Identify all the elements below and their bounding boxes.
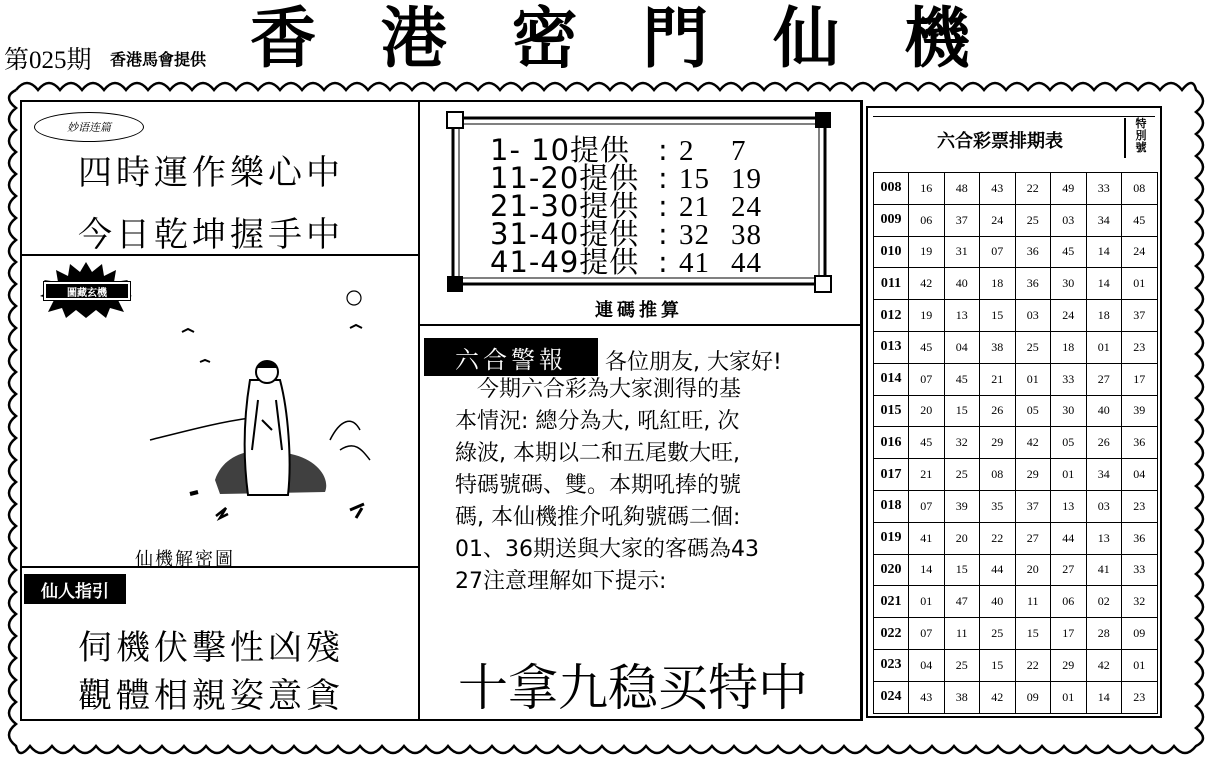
table-row bbox=[874, 363, 1158, 395]
number-cell: 42 bbox=[909, 268, 945, 300]
number-cell: 15 bbox=[980, 300, 1016, 332]
table-frame-left bbox=[866, 106, 868, 718]
number-cell: 02 bbox=[1086, 586, 1122, 618]
number-cell: 36 bbox=[1122, 522, 1158, 554]
number-separator: : bbox=[658, 133, 669, 167]
title-char: 港 bbox=[380, 0, 447, 77]
number-separator: : bbox=[658, 217, 669, 251]
number-cell: 06 bbox=[909, 204, 945, 236]
number-cell: 07 bbox=[980, 236, 1016, 268]
number-cell: 13 bbox=[1051, 490, 1087, 522]
number-cell: 29 bbox=[1051, 649, 1087, 681]
number-cell: 18 bbox=[1086, 300, 1122, 332]
ribbon-label: 妙语连篇 bbox=[34, 112, 144, 142]
issue-number: 第025期 bbox=[4, 47, 92, 74]
number-cell: 09 bbox=[1015, 681, 1051, 713]
numbers-box-caption: 連碼推算 bbox=[595, 300, 683, 321]
number-cell: 14 bbox=[1086, 681, 1122, 713]
number-cell: 41 bbox=[1086, 554, 1122, 586]
frame-line-left bbox=[20, 100, 22, 721]
alert-line: 特碼號碼、雙。本期吼捧的號 bbox=[455, 473, 742, 498]
divider-left bbox=[418, 100, 420, 721]
period-cell: 014 bbox=[874, 363, 909, 395]
period-cell: 023 bbox=[874, 649, 909, 681]
period-cell: 021 bbox=[874, 586, 909, 618]
number-cell: 19 bbox=[909, 300, 945, 332]
number-cell: 11 bbox=[944, 618, 980, 650]
number-cell: 18 bbox=[1051, 331, 1087, 363]
number-cell: 38 bbox=[980, 331, 1016, 363]
number-cell: 24 bbox=[980, 204, 1016, 236]
table-row bbox=[874, 300, 1158, 332]
number-cell: 41 bbox=[909, 522, 945, 554]
number-cell: 28 bbox=[1086, 618, 1122, 650]
table-row bbox=[874, 236, 1158, 268]
number-cell: 25 bbox=[944, 459, 980, 491]
number-cell: 40 bbox=[944, 268, 980, 300]
number-cell: 14 bbox=[909, 554, 945, 586]
divider-mid bbox=[418, 324, 862, 326]
number-cell: 22 bbox=[1015, 173, 1051, 205]
number-cell: 36 bbox=[1122, 427, 1158, 459]
number-cell: 25 bbox=[980, 618, 1016, 650]
number-range: 21-30提供 bbox=[490, 189, 640, 223]
number-cell: 43 bbox=[909, 681, 945, 713]
divider-right bbox=[860, 100, 863, 721]
frame-line-top bbox=[20, 100, 862, 102]
period-cell: 008 bbox=[874, 173, 909, 205]
number-cell: 37 bbox=[944, 204, 980, 236]
number-cell: 34 bbox=[1086, 459, 1122, 491]
number-row bbox=[490, 247, 762, 278]
number-cell: 07 bbox=[909, 490, 945, 522]
number-cell: 01 bbox=[1015, 363, 1051, 395]
number-range: 11-20提供 bbox=[490, 161, 640, 195]
number-cell: 13 bbox=[1086, 522, 1122, 554]
period-cell: 020 bbox=[874, 554, 909, 586]
table-frame-top bbox=[866, 106, 1162, 108]
number-cell: 11 bbox=[1015, 586, 1051, 618]
table-row bbox=[874, 681, 1158, 713]
illustration-caption: 仙機解密圖 bbox=[135, 549, 235, 570]
number-cell: 45 bbox=[1122, 204, 1158, 236]
title-char: 機 bbox=[903, 0, 970, 77]
number-cell: 39 bbox=[1122, 395, 1158, 427]
table-row bbox=[874, 331, 1158, 363]
number-cell: 07 bbox=[909, 363, 945, 395]
guide-label: 仙人指引 bbox=[24, 574, 126, 604]
period-cell: 015 bbox=[874, 395, 909, 427]
number-cell: 17 bbox=[1122, 363, 1158, 395]
table-row bbox=[874, 649, 1158, 681]
table-row bbox=[874, 490, 1158, 522]
number-cell: 17 bbox=[1051, 618, 1087, 650]
alert-line: 27注意理解如下提示: bbox=[455, 569, 667, 594]
number-cell: 05 bbox=[1051, 427, 1087, 459]
number-range: 41-49提供 bbox=[490, 245, 640, 279]
number-cell: 35 bbox=[980, 490, 1016, 522]
number-cell: 04 bbox=[909, 649, 945, 681]
poem-line: 今日乾坤握手中 bbox=[78, 215, 344, 255]
period-cell: 018 bbox=[874, 490, 909, 522]
number-value: 38 bbox=[731, 219, 762, 251]
number-range: 31-40提供 bbox=[490, 217, 640, 251]
number-cell: 01 bbox=[1051, 459, 1087, 491]
alert-line: 本情況: 總分為大, 吼紅旺, 次 bbox=[455, 409, 740, 434]
number-cell: 20 bbox=[909, 395, 945, 427]
number-cell: 20 bbox=[944, 522, 980, 554]
number-value: 19 bbox=[731, 163, 762, 195]
number-cell: 27 bbox=[1015, 522, 1051, 554]
number-cell: 38 bbox=[944, 681, 980, 713]
period-cell: 022 bbox=[874, 618, 909, 650]
period-cell: 017 bbox=[874, 459, 909, 491]
table-row bbox=[874, 586, 1158, 618]
number-cell: 48 bbox=[944, 173, 980, 205]
number-cell: 20 bbox=[1015, 554, 1051, 586]
number-cell: 42 bbox=[980, 681, 1016, 713]
number-cell: 25 bbox=[1015, 204, 1051, 236]
number-cell: 44 bbox=[1051, 522, 1087, 554]
number-cell: 04 bbox=[1122, 459, 1158, 491]
number-cell: 45 bbox=[944, 363, 980, 395]
alert-label: 六合警報 bbox=[424, 338, 598, 376]
poem-line: 伺機伏擊性凶殘 bbox=[78, 628, 344, 668]
alert-line: 今期六合彩為大家測得的基 bbox=[455, 377, 742, 402]
number-cell: 23 bbox=[1122, 490, 1158, 522]
table-title-divider bbox=[1124, 118, 1126, 158]
number-cell: 01 bbox=[1122, 649, 1158, 681]
number-cell: 44 bbox=[980, 554, 1016, 586]
table-row bbox=[874, 395, 1158, 427]
number-cell: 14 bbox=[1086, 236, 1122, 268]
number-cell: 01 bbox=[1086, 331, 1122, 363]
period-cell: 010 bbox=[874, 236, 909, 268]
number-cell: 22 bbox=[1015, 649, 1051, 681]
number-cell: 45 bbox=[1051, 236, 1087, 268]
number-separator: : bbox=[658, 245, 669, 279]
number-cell: 15 bbox=[944, 395, 980, 427]
slogan: 十拿九稳买特中 bbox=[458, 660, 808, 716]
number-cell: 06 bbox=[1051, 586, 1087, 618]
period-cell: 012 bbox=[874, 300, 909, 332]
schedule-side-label: 特別號 bbox=[1135, 117, 1147, 154]
number-cell: 05 bbox=[1015, 395, 1051, 427]
number-cell: 30 bbox=[1051, 395, 1087, 427]
number-value: 21 bbox=[679, 191, 710, 223]
number-cell: 01 bbox=[1122, 268, 1158, 300]
number-cell: 18 bbox=[980, 268, 1016, 300]
number-cell: 37 bbox=[1015, 490, 1051, 522]
number-cell: 37 bbox=[1122, 300, 1158, 332]
number-cell: 08 bbox=[980, 459, 1016, 491]
title-char: 密 bbox=[511, 0, 578, 77]
publisher: 香港馬會提供 bbox=[110, 50, 207, 69]
number-cell: 21 bbox=[980, 363, 1016, 395]
number-cell: 08 bbox=[1122, 173, 1158, 205]
number-cell: 39 bbox=[944, 490, 980, 522]
number-value: 7 bbox=[731, 135, 747, 167]
number-cell: 42 bbox=[1015, 427, 1051, 459]
sage-illustration bbox=[130, 280, 400, 550]
title-char: 香 bbox=[250, 0, 316, 77]
number-cell: 01 bbox=[909, 586, 945, 618]
number-cell: 29 bbox=[980, 427, 1016, 459]
number-cell: 19 bbox=[909, 236, 945, 268]
number-cell: 40 bbox=[1086, 395, 1122, 427]
table-frame-right bbox=[1160, 106, 1162, 718]
alert-line: 01、36期送與大家的客碼為43 bbox=[455, 537, 759, 562]
number-cell: 25 bbox=[1015, 331, 1051, 363]
number-cell: 14 bbox=[1086, 268, 1122, 300]
number-cell: 09 bbox=[1122, 618, 1158, 650]
number-cell: 45 bbox=[909, 427, 945, 459]
number-cell: 04 bbox=[944, 331, 980, 363]
badge-label: 圖藏玄機 bbox=[44, 282, 130, 300]
table-row bbox=[874, 173, 1158, 205]
number-range: 1- 10提供 bbox=[490, 133, 631, 167]
page-title bbox=[250, 2, 970, 76]
number-cell: 21 bbox=[909, 459, 945, 491]
number-cell: 03 bbox=[1086, 490, 1122, 522]
number-cell: 36 bbox=[1015, 268, 1051, 300]
alert-line: 綠波, 本期以二和五尾數大旺, bbox=[455, 441, 740, 466]
number-cell: 24 bbox=[1051, 300, 1087, 332]
schedule-table bbox=[873, 172, 1158, 714]
number-cell: 40 bbox=[980, 586, 1016, 618]
period-cell: 024 bbox=[874, 681, 909, 713]
period-cell: 009 bbox=[874, 204, 909, 236]
number-cell: 15 bbox=[1015, 618, 1051, 650]
number-cell: 15 bbox=[980, 649, 1016, 681]
number-cell: 32 bbox=[944, 427, 980, 459]
table-row bbox=[874, 427, 1158, 459]
table-row bbox=[874, 522, 1158, 554]
number-value: 41 bbox=[679, 247, 710, 279]
number-cell: 26 bbox=[980, 395, 1016, 427]
number-value: 15 bbox=[679, 163, 710, 195]
number-cell: 03 bbox=[1051, 204, 1087, 236]
number-value: 24 bbox=[731, 191, 762, 223]
number-cell: 26 bbox=[1086, 427, 1122, 459]
number-cell: 07 bbox=[909, 618, 945, 650]
table-row bbox=[874, 459, 1158, 491]
number-cell: 03 bbox=[1015, 300, 1051, 332]
table-row bbox=[874, 618, 1158, 650]
table-title-line bbox=[873, 116, 1155, 117]
number-cell: 33 bbox=[1086, 173, 1122, 205]
number-cell: 36 bbox=[1015, 236, 1051, 268]
number-cell: 25 bbox=[944, 649, 980, 681]
number-cell: 43 bbox=[980, 173, 1016, 205]
number-value: 2 bbox=[679, 135, 695, 167]
number-cell: 16 bbox=[909, 173, 945, 205]
table-row bbox=[874, 204, 1158, 236]
number-cell: 15 bbox=[944, 554, 980, 586]
number-cell: 34 bbox=[1086, 204, 1122, 236]
number-cell: 22 bbox=[980, 522, 1016, 554]
number-cell: 42 bbox=[1086, 649, 1122, 681]
schedule-title: 六合彩票排期表 bbox=[937, 131, 1063, 152]
number-cell: 24 bbox=[1122, 236, 1158, 268]
number-value: 44 bbox=[731, 247, 762, 279]
number-cell: 32 bbox=[1122, 586, 1158, 618]
number-cell: 27 bbox=[1086, 363, 1122, 395]
number-cell: 29 bbox=[1015, 459, 1051, 491]
number-cell: 33 bbox=[1122, 554, 1158, 586]
title-char: 仙 bbox=[773, 0, 840, 77]
number-cell: 33 bbox=[1051, 363, 1087, 395]
number-cell: 27 bbox=[1051, 554, 1087, 586]
period-cell: 011 bbox=[874, 268, 909, 300]
table-row bbox=[874, 554, 1158, 586]
alert-greeting: 各位朋友, 大家好! bbox=[605, 350, 782, 375]
period-cell: 019 bbox=[874, 522, 909, 554]
number-separator: : bbox=[658, 189, 669, 223]
number-cell: 23 bbox=[1122, 331, 1158, 363]
title-char: 門 bbox=[642, 0, 709, 77]
period-cell: 013 bbox=[874, 331, 909, 363]
period-cell: 016 bbox=[874, 427, 909, 459]
poem-line: 觀體相親姿意貪 bbox=[78, 676, 344, 716]
number-cell: 13 bbox=[944, 300, 980, 332]
number-cell: 31 bbox=[944, 236, 980, 268]
number-cell: 47 bbox=[944, 586, 980, 618]
alert-line: 碼, 本仙機推介吼夠號碼二個: bbox=[455, 505, 741, 530]
number-cell: 23 bbox=[1122, 681, 1158, 713]
table-row bbox=[874, 268, 1158, 300]
number-cell: 30 bbox=[1051, 268, 1087, 300]
table-frame-bottom bbox=[866, 716, 1162, 718]
number-value: 32 bbox=[679, 219, 710, 251]
number-separator: : bbox=[658, 161, 669, 195]
poem-line: 四時運作樂心中 bbox=[78, 153, 344, 193]
number-cell: 49 bbox=[1051, 173, 1087, 205]
number-cell: 45 bbox=[909, 331, 945, 363]
number-cell: 01 bbox=[1051, 681, 1087, 713]
